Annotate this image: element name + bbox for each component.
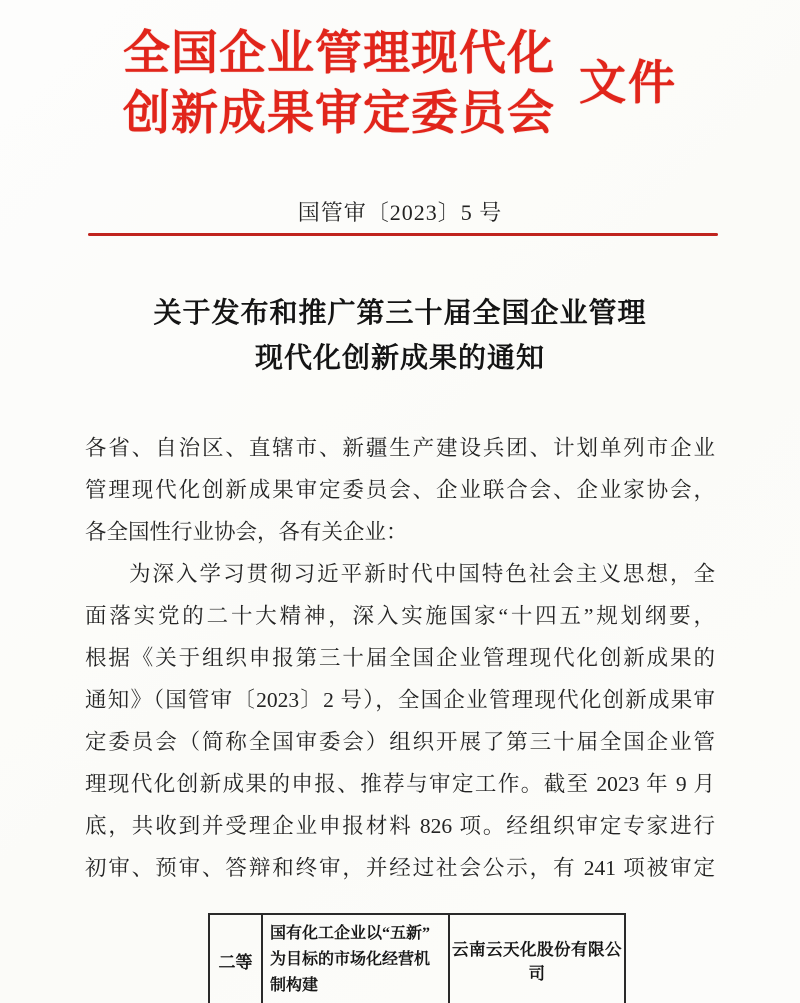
award-table: [208, 913, 626, 1003]
body-line: 面落实党的二十大精神，深入实施国家“十四五”规划纲要，: [85, 604, 715, 628]
doc-number: 国管审〔2023〕5 号: [297, 200, 503, 225]
salutation-line: 管理现代化创新成果审定委员会、企业联合会、企业家协会，: [85, 478, 715, 502]
award-table-row: [209, 914, 625, 1003]
salutation-line: 各全国性行业协会，各有关企业：: [85, 520, 408, 544]
letterhead: [0, 24, 800, 144]
body-line: 底，共收到并受理企业申报材料 826 项。经组织审定专家进行: [85, 814, 715, 838]
org-name-line2: 创新成果审定委员会: [123, 88, 555, 140]
document-title: [0, 291, 800, 381]
org-name-line1: 全国企业管理现代化: [123, 28, 555, 80]
body-line: 理现代化创新成果的申报、推荐与审定工作。截至 2023 年 9 月: [85, 772, 715, 796]
award-grade-cell: 二等: [209, 914, 262, 1003]
body-line: 初审、预审、答辩和终审，并经过社会公示，有 241 项被审定: [85, 856, 715, 880]
document-title-line2: 现代化创新成果的通知: [254, 343, 545, 374]
salutation-line: 各省、自治区、直辖市、新疆生产建设兵团、计划单列市企业: [85, 436, 715, 460]
award-achievement-cell: 国有化工企业以“五新”为目标的市场化经营机制构建: [262, 914, 449, 1003]
body-line: 通知》（国管审〔2023〕2 号），全国企业管理现代化创新成果审: [85, 688, 715, 712]
body-line: 根据《关于组织申报第三十届全国企业管理现代化创新成果的: [85, 646, 715, 670]
body-line: 定委员会（简称全国审委会）组织开展了第三十届全国企业管: [85, 730, 715, 754]
body-line: 为深入学习贯彻习近平新时代中国特色社会主义思想，全: [129, 562, 715, 586]
doc-type-label: 文件: [579, 57, 677, 110]
red-separator-rule: [88, 233, 718, 236]
document-body: [85, 427, 715, 889]
document-title-line1: 关于发布和推广第三十届全国企业管理: [153, 298, 647, 329]
issuing-org-name: [123, 24, 555, 144]
award-company-cell: 云南云天化股份有限公司: [449, 914, 625, 1003]
